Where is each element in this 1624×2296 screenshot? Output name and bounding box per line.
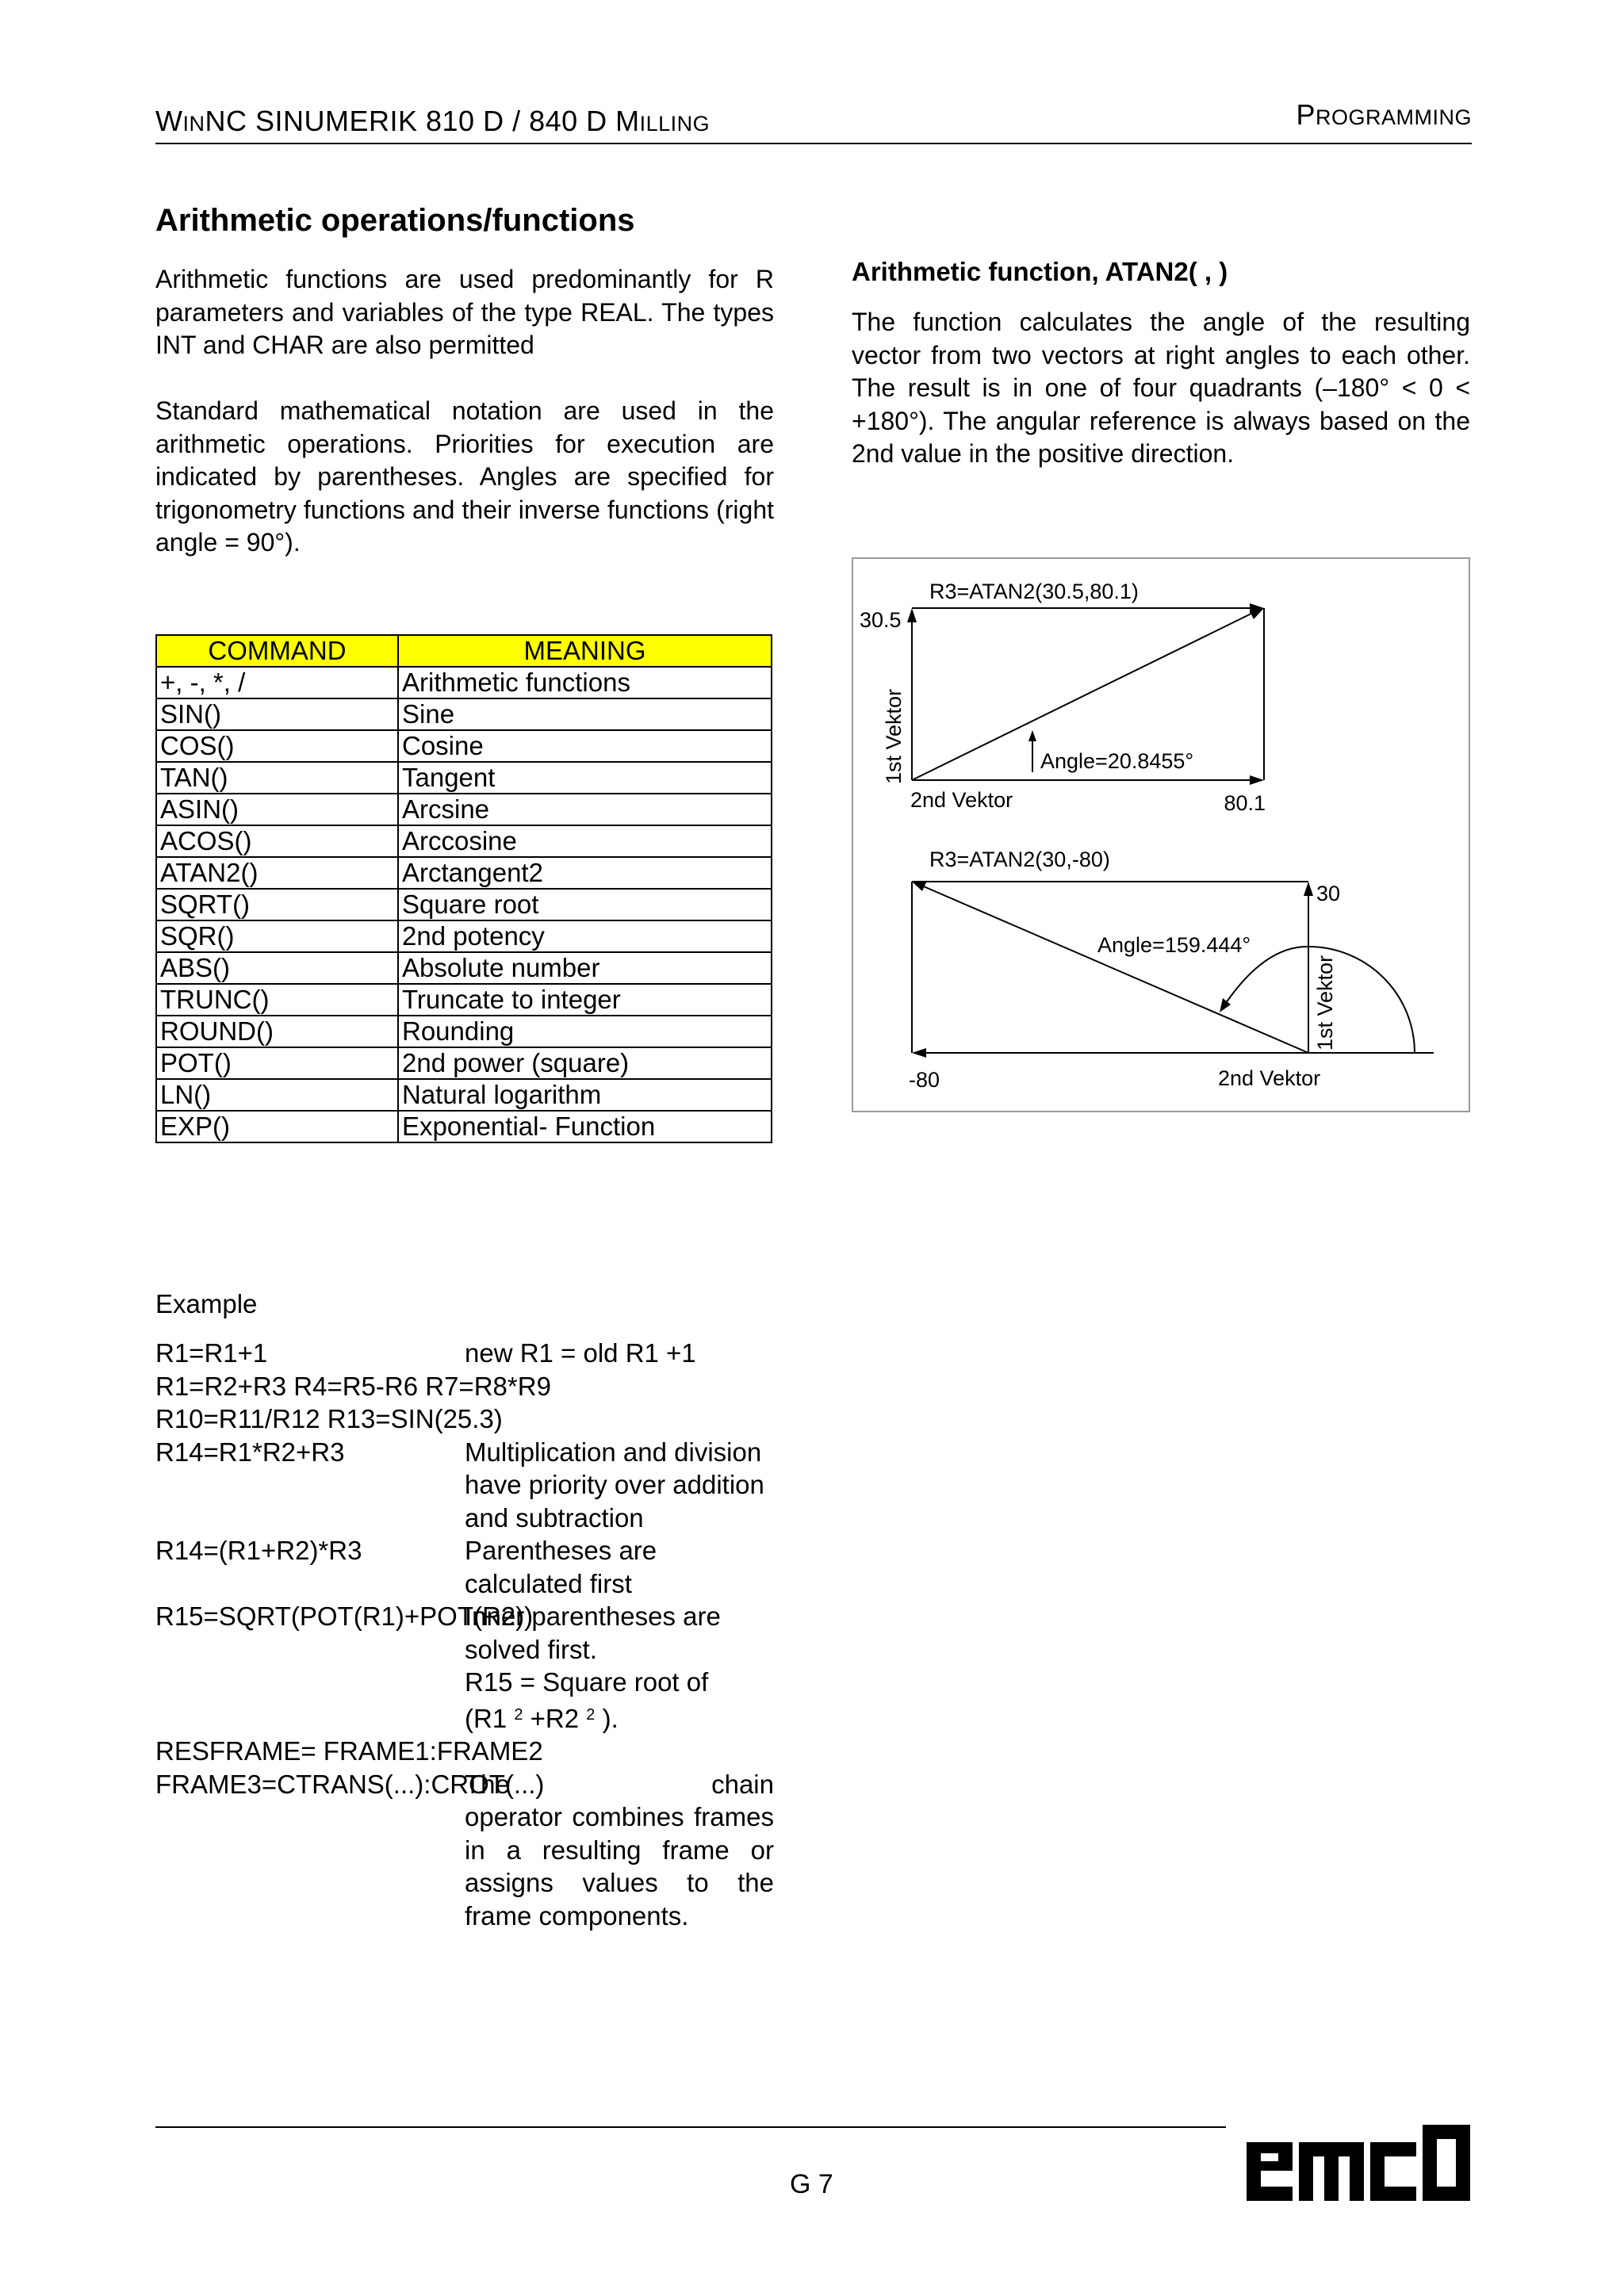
example-row [155,1768,774,1801]
table-row [156,762,772,794]
diagram-top-x-label: 2nd Vektor [910,788,1013,812]
command-cell: +, -, *, / [156,667,398,698]
example-code: R14=R1*R2+R3 [155,1437,345,1467]
example-line: RESFRAME= FRAME1:FRAME2 [155,1736,543,1766]
meaning-cell: Arithmetic functions [398,667,772,698]
example-code: R15=SQRT(POT(R1)+POT(R2)) [155,1601,534,1631]
title-fragment: ROGRAMMING [1316,105,1472,129]
table-row [156,825,772,857]
diagram-bottom-x-arrow [912,1048,926,1058]
document-title [155,105,710,138]
meaning-cell: Rounding [398,1016,772,1047]
diagram-top-angle-label: Angle=20.8455° [1040,749,1194,773]
section-heading: Arithmetic operations/functions [155,203,635,238]
diagram-bottom-angle-arrow [1220,998,1231,1012]
diagram-top-x-arrow [1250,775,1264,785]
meaning-cell: 2nd power (square) [398,1047,772,1079]
command-cell: ATAN2() [156,857,398,889]
superscript-two: 2 [514,1705,523,1724]
meaning-cell: Natural logarithm [398,1079,772,1111]
section-title [1296,98,1472,132]
diagram-bottom-title: R3=ATAN2(30,-80) [929,848,1110,871]
formula-part: +R2 [530,1703,580,1733]
example-code: FRAME3=CTRANS(...):CROT(...) [155,1769,545,1799]
header-rule [155,143,1472,144]
table-row [156,889,772,920]
meaning-cell: 2nd potency [398,920,772,952]
diagram-top-y-arrow [907,608,917,622]
table-row [156,1111,772,1142]
meaning-cell: Arctangent2 [398,857,772,889]
command-cell: COS() [156,730,398,762]
command-table [155,634,772,1143]
diagram-top-title: R3=ATAN2(30.5,80.1) [929,580,1139,603]
command-cell: POT() [156,1047,398,1079]
diagram-top [860,580,1266,815]
command-cell: SIN() [156,698,398,730]
meaning-cell: Tangent [398,762,772,794]
table-header-command: COMMAND [156,635,398,667]
table-row [156,730,772,762]
formula-part: (R1 [465,1703,508,1733]
table-body [156,667,772,1142]
command-cell: TRUNC() [156,984,398,1016]
table-header-meaning: MEANING [398,635,772,667]
diagram-bottom-vector [920,885,1308,1053]
meaning-cell: Arcsine [398,794,772,825]
example-row [155,1534,774,1600]
atan2-heading: Arithmetic function, ATAN2( , ) [852,257,1228,286]
diagram-bottom [909,848,1434,1092]
command-cell: ACOS() [156,825,398,857]
meaning-cell: Sine [398,698,772,730]
command-cell: EXP() [156,1111,398,1142]
table-row [156,667,772,698]
meaning-cell: Truncate to integer [398,984,772,1016]
meaning-cell: Exponential- Function [398,1111,772,1142]
diagram-top-y-label: 1st Vektor [882,688,906,784]
title-fragment: P [1296,98,1316,131]
example-desc-line: R15 = Square root of [465,1667,709,1697]
diagram-top-angle-arrow [1028,730,1036,741]
command-cell: ABS() [156,952,398,984]
diagram-top-y-value: 30.5 [860,608,902,632]
table-row [156,920,772,952]
example-line: R10=R11/R12 R13=SIN(25.3) [155,1404,503,1433]
table-row [156,1047,772,1079]
example-desc [465,1600,774,1735]
example-block [155,1337,774,1932]
example-code: R14=(R1+R2)*R3 [155,1536,362,1565]
diagram-bottom-y-value: 30 [1316,882,1341,905]
example-row [155,1436,774,1535]
command-cell: SQRT() [156,889,398,920]
table-row [156,952,772,984]
emco-logo-icon [1247,2125,1470,2201]
example-code: R1=R1+1 [155,1338,268,1368]
atan2-paragraph: The function calculates the angle of the resulting vector from two vectors at right angles to each other. The result is in one of four quadrants (–180° < 0 < +180°). The angular reference is always based on the 2nd value in the positive direction. [852,308,1470,468]
table-row [156,857,772,889]
example-line: R1=R2+R3 R4=R5-R6 R7=R8*R9 [155,1371,551,1401]
atan2-diagram [852,557,1470,1112]
meaning-cell: Arccosine [398,825,772,857]
title-fragment: IN [182,112,205,136]
diagram-bottom-y-arrow [1304,882,1313,896]
diagram-bottom-x-label: 2nd Vektor [1218,1066,1321,1090]
notation-paragraph: Standard mathematical notation are used in the arithmetic operations. Priorities for execution are indicated by parentheses. Angles are specified for trigonometry functions and their inverse functions (right angle = 90°). [155,396,774,557]
example-desc-line [465,1699,774,1735]
table-row [156,1016,772,1047]
meaning-cell: Cosine [398,730,772,762]
example-desc: Multiplication and division have priority over addition and subtraction [465,1437,764,1533]
page-number: G 7 [790,2169,833,2199]
table-row [156,698,772,730]
table-row [156,794,772,825]
example-desc: new R1 = old R1 +1 [465,1338,696,1368]
example-desc-continued: operator combines frames in a resulting frame or assigns values to the frame components. [465,1802,774,1931]
footer-rule [155,2126,1226,2128]
formula-part: ). [602,1703,619,1733]
meaning-cell: Absolute number [398,952,772,984]
example-title: Example [155,1289,258,1318]
table-header-row [156,635,772,667]
diagram-bottom-y-label: 1st Vektor [1313,955,1337,1050]
diagram-bottom-angle-label: Angle=159.444° [1097,933,1251,957]
example-desc: Parentheses are calculated first [465,1536,657,1598]
diagram-top-x-value: 80.1 [1224,791,1266,815]
table-row [156,984,772,1016]
command-cell: TAN() [156,762,398,794]
meaning-cell: Square root [398,889,772,920]
diagram-bottom-vector-arrow [912,882,926,891]
title-fragment: W [155,105,183,137]
table-row [156,1079,772,1111]
command-cell: ASIN() [156,794,398,825]
example-row [155,1600,774,1735]
atan2-diagram-svg [853,559,1472,1114]
diagram-bottom-x-value: -80 [909,1068,940,1092]
command-cell: ROUND() [156,1016,398,1047]
example-desc: The chain [465,1769,774,1799]
superscript-two: 2 [586,1705,596,1724]
title-fragment: NC SINUMERIK 810 D / 840 D M [205,105,640,137]
example-row [155,1337,774,1370]
intro-paragraph: Arithmetic functions are used predominantly for R parameters and variables of the type REAL. The types INT and CHAR are also permitted [155,265,774,359]
command-cell: LN() [156,1079,398,1111]
title-fragment: ILLING [639,112,710,136]
example-desc-line: Inner parentheses are solved first. [465,1601,721,1664]
command-cell: SQR() [156,920,398,952]
